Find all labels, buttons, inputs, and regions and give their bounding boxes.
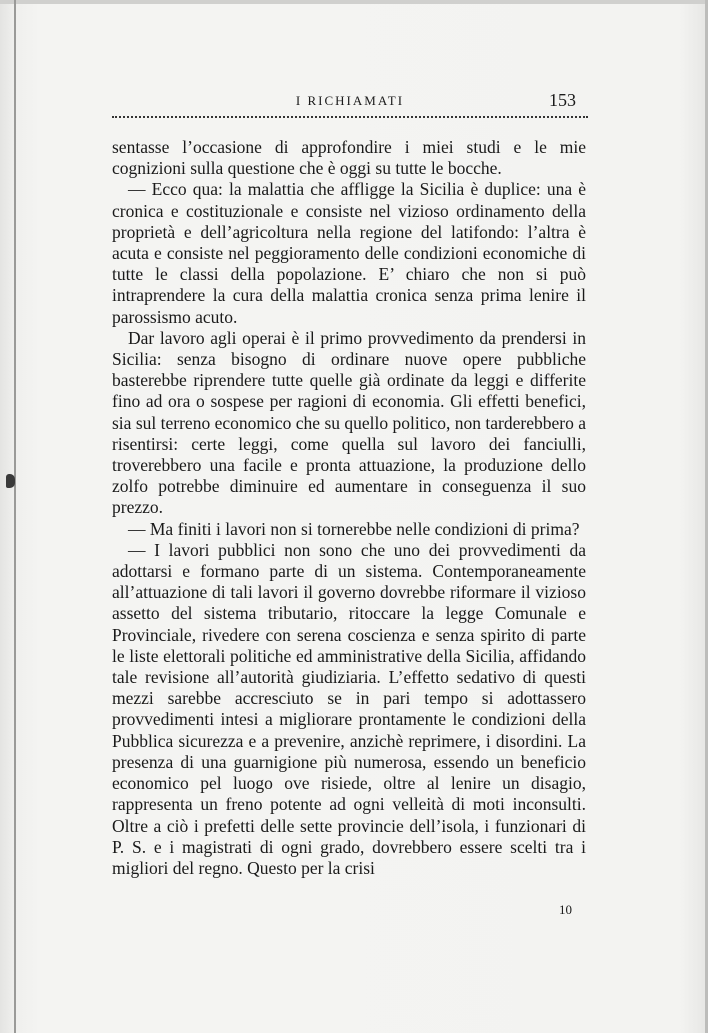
paragraph: — Ma finiti i lavori non si tornerebbe nelle condizioni di prima?	[128, 518, 580, 539]
page-top-edge	[0, 0, 708, 4]
body-text	[112, 137, 586, 879]
signature-mark: 10	[559, 902, 572, 917]
paragraph: Dar lavoro agli operai è il primo provvedimento da prendersi in Sicilia: senza bisogno di ordinare nuove opere pubbliche basterebbe riprendere tutte quelle già ordinate da leggi e differite fino ad ora o sospese per ragioni di economia. Gli effetti benefici, sia sul terreno economico che su quello politico, non tarderebbero a risentirsi: certe leggi, come quella sul lavoro dei fanciulli, troverebbero una facile e pronta attuazione, la produzione dello zolfo potrebbe diminuire ed aumentare in conseguenza il suo prezzo.	[112, 327, 586, 518]
paragraph: — Ecco qua: la malattia che affligge la Sicilia è duplice: una è cronica e costituzionale e consiste nel vizioso ordinamento della proprietà e dell’agricoltura nella regione del latifondo: l’altra è acuta e consiste nel peggioramento delle condizioni economiche di tutte le classi della popolazione. E’ chiaro che non si può intraprendere la cura della malattia cronica senza prima lenire il parossismo acuto.	[112, 179, 586, 327]
running-head	[112, 90, 588, 120]
header-dotted-rule	[112, 116, 588, 118]
paragraph: — I lavori pubblici non sono che uno dei provvedimenti da adottarsi e formano parte di un sistema. Contemporaneamente all’attuazione di tali lavori il governo dovrebbe riformare il vizioso assetto del sistema tributario, ritoccare la legge Comunale e Provinciale, rivedere con serena coscienza e senza spirito di parte le liste elettorali politiche ed amministrative della Sicilia, affidando tale revisione all’autorità giudiziaria. L’effetto sedativo di questi mezzi sarebbe accresciuto se in pari tempo si adottassero provvedimenti intesi a migliorare prontamente le condizioni della Pubblica sicurezza e a prevenire, anzichè reprimere, i disordini. La presenza di una guarnigione più numerosa, essendo un beneficio economico pel luogo ove risiede, oltre al lenire un disagio, rappresenta un freno potente ad ogni velleità di moti inconsulti. Oltre a ciò i prefetti delle sette provincie dell’isola, i funzionari di P. S. e i magistrati di ogni grado, dovrebbero essere scelti tra i migliori del regno. Questo per la crisi	[112, 539, 586, 878]
paragraph-continuation: sentasse l’occasione di approfondire i miei studi e le mie cognizioni sulla questione che è oggi su tutte le bocche.	[112, 137, 586, 179]
page-number: 153	[549, 90, 576, 110]
running-title: I RICHIAMATI	[295, 93, 405, 108]
binding-edge	[14, 0, 16, 1033]
margin-ink-mark	[6, 474, 15, 488]
